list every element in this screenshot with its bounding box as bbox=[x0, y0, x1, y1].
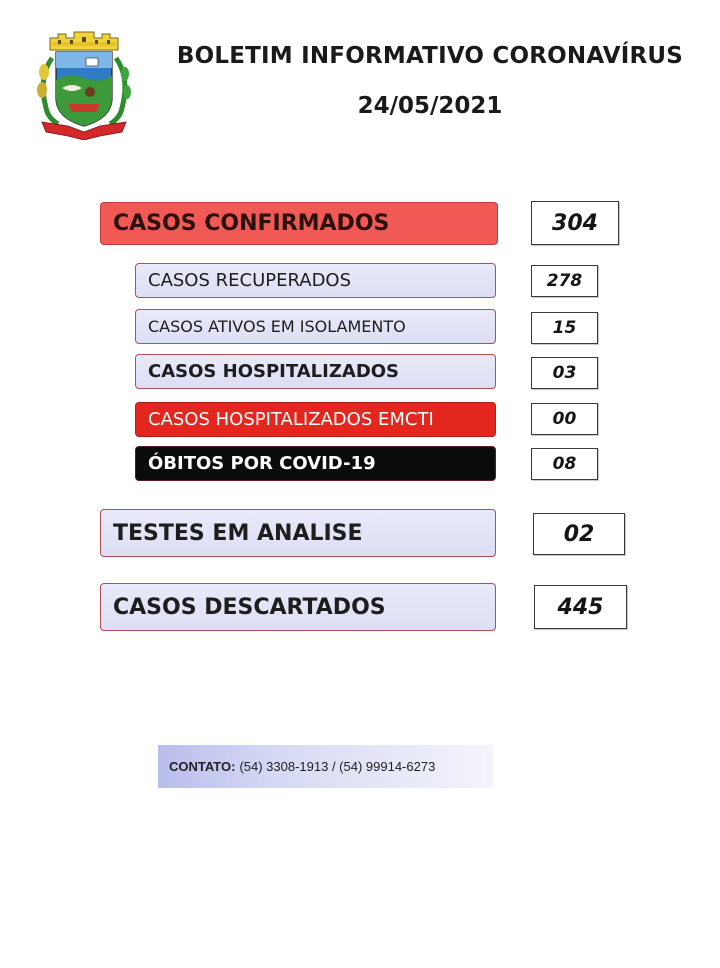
tests-value: 02 bbox=[533, 513, 625, 555]
branch-left-icon bbox=[37, 58, 58, 124]
contact-bar bbox=[158, 745, 493, 788]
confirmed-label: CASOS CONFIRMADOS bbox=[100, 202, 498, 245]
active-label: CASOS ATIVOS EM ISOLAMENTO bbox=[135, 309, 496, 344]
recovered-label: CASOS RECUPERADOS bbox=[135, 263, 496, 298]
branch-right-icon bbox=[110, 58, 131, 124]
crown-icon bbox=[50, 32, 118, 50]
confirmed-value: 304 bbox=[531, 201, 619, 245]
hospitalized-label: CASOS HOSPITALIZADOS bbox=[135, 354, 496, 389]
shield-icon bbox=[56, 52, 112, 126]
contact-label: CONTATO: bbox=[169, 759, 236, 774]
icu-value: 00 bbox=[531, 403, 598, 435]
bulletin-date: 24/05/2021 bbox=[357, 93, 503, 119]
recovered-value: 278 bbox=[531, 265, 598, 297]
hospitalized-value: 03 bbox=[531, 357, 598, 389]
tests-label: TESTES EM ANALISE bbox=[100, 509, 496, 557]
discarded-value: 445 bbox=[534, 585, 627, 629]
icu-label: CASOS HOSPITALIZADOS EMCTI bbox=[135, 402, 496, 437]
deaths-value: 08 bbox=[531, 448, 598, 480]
municipal-coat-of-arms bbox=[28, 28, 140, 140]
discarded-label: CASOS DESCARTADOS bbox=[100, 583, 496, 631]
active-value: 15 bbox=[531, 312, 598, 344]
bulletin-title: BOLETIM INFORMATIVO CORONAVÍRUS bbox=[176, 43, 684, 69]
contact-phones: (54) 3308-1913 / (54) 99914-6273 bbox=[239, 759, 436, 774]
deaths-label: ÓBITOS POR COVID-19 bbox=[135, 446, 496, 481]
